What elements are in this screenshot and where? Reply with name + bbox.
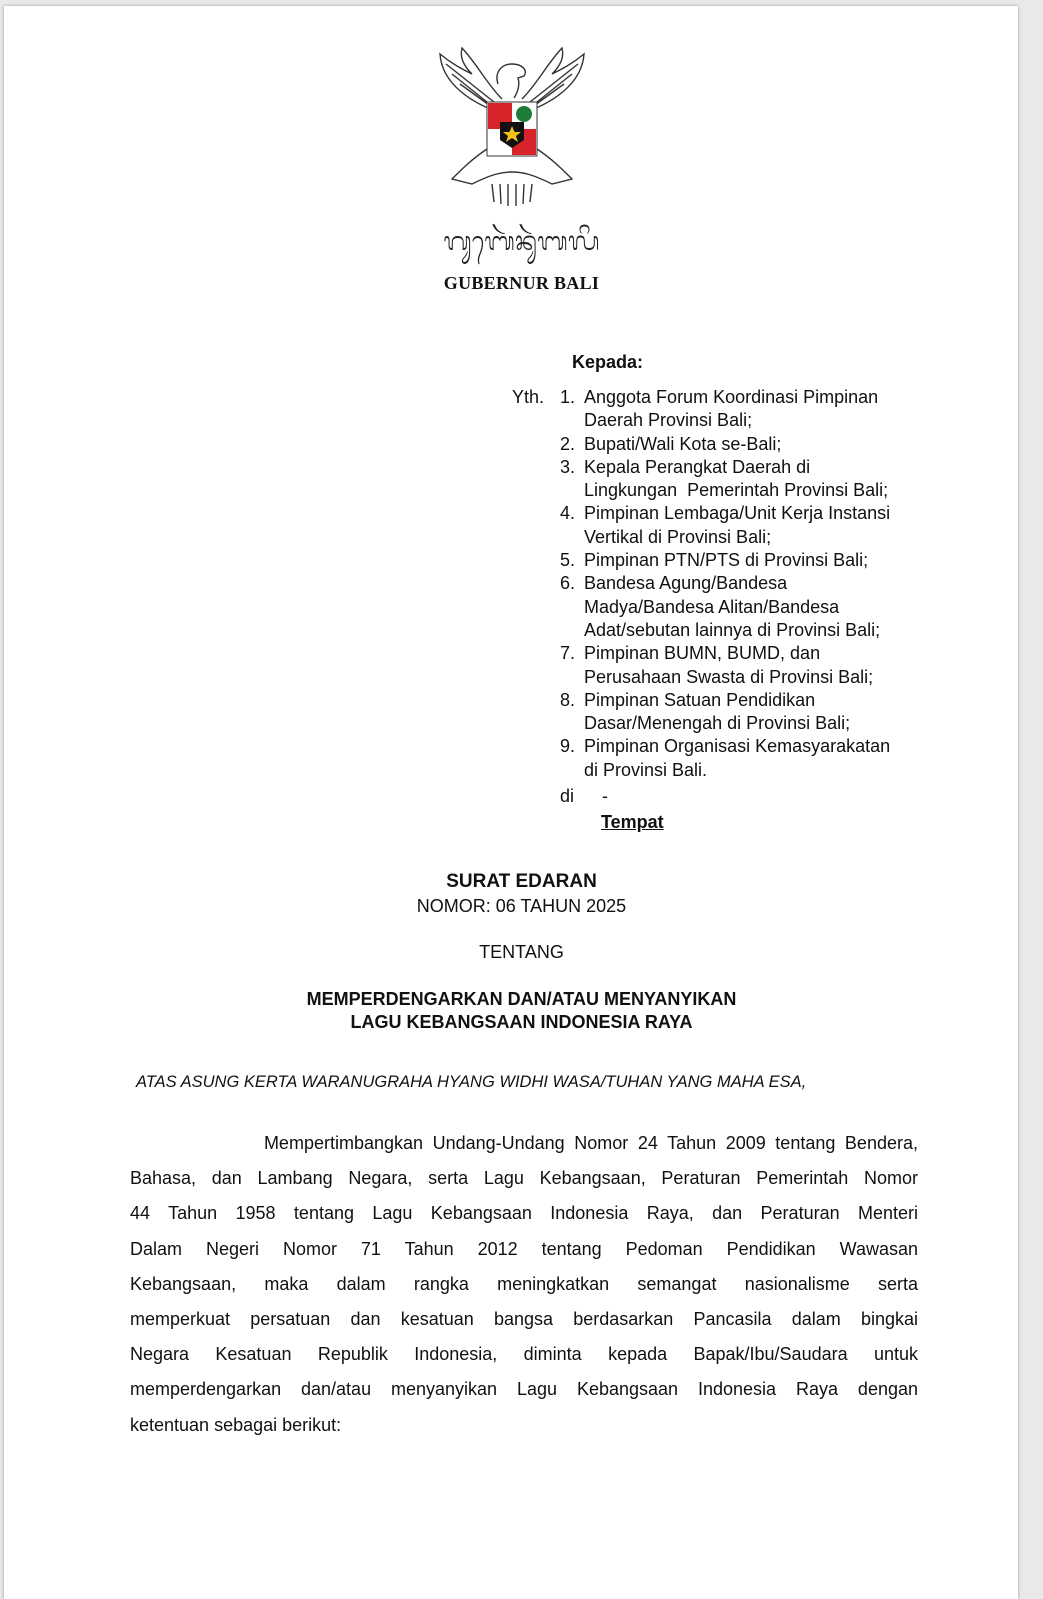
recipient-item — [560, 386, 890, 433]
recipient-number: 1. — [560, 387, 576, 407]
recipient-item — [560, 642, 890, 689]
recipient-number: 6. — [560, 573, 576, 594]
recipient-text: Pimpinan PTN/PTS di Provinsi Bali; — [584, 550, 869, 571]
recipient-number: 7. — [560, 643, 576, 664]
paragraph-line: Kebangsaan, maka dalam rangka meningkatkan semangat nasionalisme serta — [130, 1273, 918, 1294]
paragraph-line: memperkuat persatuan dan kesatuan bangsa berdasarkan Pancasila dalam bingkai — [130, 1308, 918, 1329]
recipient-text: Pimpinan BUMN, BUMD, dan — [584, 643, 821, 664]
place-label: Tempat — [601, 812, 664, 832]
dash: - — [602, 786, 608, 806]
recipient-text: Bandesa Agung/Bandesa — [584, 573, 788, 594]
recipient-number: 5. — [560, 550, 576, 571]
recipient-text: Dasar/Menengah di Provinsi Bali; — [584, 713, 851, 734]
recipient-text: Bupati/Wali Kota se-Bali; — [584, 433, 782, 454]
letter-subject-line-1: MEMPERDENGARKAN DAN/ATAU MENYANYIKAN — [306, 989, 737, 1009]
recipient-text: Pimpinan Organisasi Kemasyarakatan — [584, 736, 891, 757]
recipient-number: 8. — [560, 689, 576, 710]
salutation: Yth. — [512, 387, 545, 407]
recipient-item — [560, 689, 890, 736]
paragraph-line: 44 Tahun 1958 tentang Lagu Kebangsaan Indonesia Raya, dan Peraturan Menteri — [130, 1203, 918, 1224]
recipient-item — [560, 572, 890, 642]
recipient-text: Kepala Perangkat Daerah di — [584, 456, 811, 477]
recipient-item — [560, 433, 890, 456]
letter-number: NOMOR: 06 TAHUN 2025 — [416, 896, 627, 916]
letter-subject-line-2: LAGU KEBANGSAAN INDONESIA RAYA — [350, 1012, 693, 1032]
recipient-text: Vertikal di Provinsi Bali; — [584, 526, 772, 547]
garuda-emblem-icon — [432, 44, 592, 214]
paragraph-line: ketentuan sebagai berikut: — [130, 1414, 342, 1435]
recipient-text: Perusahaan Swasta di Provinsi Bali; — [584, 666, 874, 687]
recipient-text: Anggota Forum Koordinasi Pimpinan — [584, 387, 879, 407]
recipient-list — [560, 386, 890, 782]
recipient-text: di Provinsi Bali. — [584, 759, 708, 780]
body-paragraph — [130, 1126, 918, 1443]
recipient-number: 9. — [560, 736, 576, 757]
paragraph-line: memperdengarkan dan/atau menyanyikan Lagu Kebangsaan Indonesia Raya dengan — [130, 1379, 918, 1400]
recipient-number: 2. — [560, 433, 576, 454]
recipient-number: 4. — [560, 503, 576, 524]
balinese-script-title: ᬕᬸᬩᬾᬃᬦᬸᬃᬩᬮᬶ — [443, 227, 600, 257]
recipient-text: Pimpinan Lembaga/Unit Kerja Instansi — [584, 503, 891, 524]
letter-about: TENTANG — [479, 942, 564, 962]
paragraph-line: Negara Kesatuan Republik Indonesia, diminta kepada Bapak/Ibu/Saudara untuk — [130, 1344, 918, 1365]
letter-type: SURAT EDARAN — [446, 871, 597, 892]
paragraph-line: Mempertimbangkan Undang-Undang Nomor 24 Tahun 2009 tentang Bendera, — [130, 1133, 918, 1153]
governor-title: GUBERNUR BALI — [443, 273, 600, 293]
invocation: ATAS ASUNG KERTA WARANUGRAHA HYANG WIDHI WASA/TUHAN YANG MAHA ESA, — [136, 1073, 807, 1091]
recipient-text: Pimpinan Satuan Pendidikan — [584, 689, 816, 710]
recipient-text: Adat/sebutan lainnya di Provinsi Bali; — [584, 619, 881, 640]
recipient-text: Lingkungan Pemerintah Provinsi Bali; — [584, 480, 889, 501]
paragraph-line: Dalam Negeri Nomor 71 Tahun 2012 tentang Pedoman Pendidikan Wawasan — [130, 1238, 918, 1259]
recipient-item — [560, 502, 890, 549]
paragraph-line: Bahasa, dan Lambang Negara, serta Lagu Kebangsaan, Peraturan Pemerintah Nomor — [130, 1168, 918, 1189]
recipient-item — [560, 456, 890, 503]
recipient-item — [560, 549, 890, 572]
recipient-number: 3. — [560, 456, 576, 477]
recipient-text: Daerah Provinsi Bali; — [584, 410, 753, 431]
recipient-text: Madya/Bandesa Alitan/Bandesa — [584, 596, 840, 617]
recipient-item — [560, 735, 890, 782]
recipient-heading: Kepada: — [572, 352, 644, 372]
di-label: di — [560, 786, 575, 806]
